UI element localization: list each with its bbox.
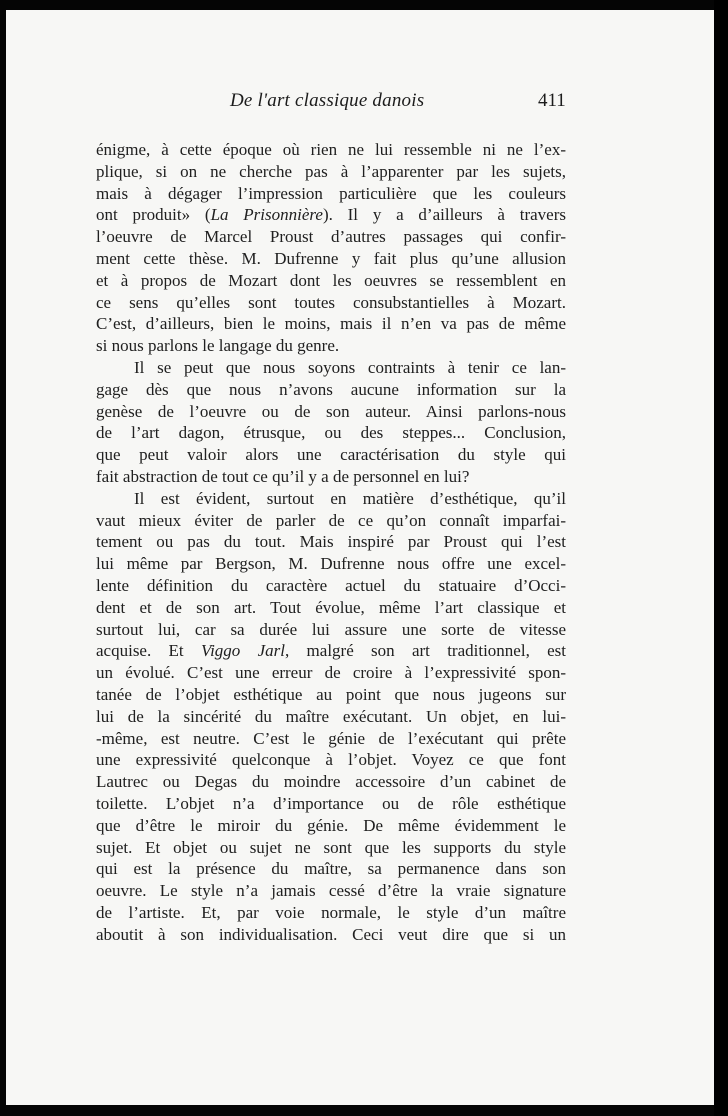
text-line: fait abstraction de tout ce qu’il y a de personnel en lui?	[96, 466, 470, 486]
page-header	[6, 90, 714, 120]
text-line: gage dès que nous n’avons aucune information sur la	[96, 379, 566, 399]
text-line: qui est la présence du maître, sa permanence dans son	[96, 859, 566, 879]
book-page	[6, 10, 714, 1105]
body-text	[96, 139, 566, 945]
text-line: et à propos de Mozart dont les oeuvres se ressemblent en	[96, 270, 566, 290]
text-line: lui même par Bergson, M. Dufrenne nous offre une excel-	[96, 554, 566, 574]
text-line: que peut valoir alors une caractérisation du style qui	[96, 445, 566, 465]
text-line: énigme, à cette époque où rien ne lui ressemble ni ne l’ex-	[96, 140, 566, 159]
text-line: ment cette thèse. M. Dufrenne y fait plus qu’une allusion	[96, 248, 566, 268]
text-line: un évolué. C’est une erreur de croire à l’expressivité spon-	[96, 663, 566, 683]
text-line: sujet. Et objet ou sujet ne sont que les supports du style	[96, 837, 566, 857]
text-line: genèse de l’oeuvre ou de son auteur. Ainsi parlons-nous	[96, 401, 566, 421]
text-line: ont produit» (La Prisonnière). Il y a d’ailleurs à travers	[96, 205, 566, 225]
text-line: Il est évident, surtout en matière d’esthétique, qu’il	[134, 488, 566, 508]
text-line: surtout lui, car sa durée lui assure une sorte de vitesse	[96, 619, 566, 639]
text-line: lente définition du caractère actuel du statuaire d’Occi-	[96, 575, 566, 595]
text-line: tanée de l’objet esthétique au point que nous jugeons sur	[96, 684, 566, 704]
text-line: de l’artiste. Et, par voie normale, le style d’un maître	[96, 902, 566, 922]
text-line: tement ou pas du tout. Mais inspiré par Proust qui l’est	[96, 532, 566, 552]
text-line: plique, si on ne cherche pas à l’apparenter par les sujets,	[96, 161, 566, 181]
text-line: acquise. Et Viggo Jarl, malgré son art traditionnel, est	[96, 641, 567, 661]
text-line: ce sens qu’elles sont toutes consubstantielles à Mozart.	[96, 292, 566, 312]
text-line: que d’être le miroir du génie. De même évidemment le	[96, 815, 566, 835]
text-line: C’est, d’ailleurs, bien le moins, mais il n’en va pas de même	[96, 314, 566, 334]
running-title: De l'art classique danois	[230, 90, 425, 111]
scan-border	[714, 0, 728, 1116]
text-line: aboutit à son individualisation. Ceci veut dire que si un	[96, 924, 566, 944]
page-number: 411	[538, 90, 566, 111]
italic-title: La Prisonnière	[210, 205, 323, 225]
text-line: Lautrec ou Degas du moindre accessoire d’un cabinet de	[96, 772, 566, 792]
text-line: lui de la sincérité du maître exécutant. Un objet, en lui-	[96, 706, 566, 726]
paragraph-3	[96, 488, 566, 946]
paragraph-2	[96, 357, 566, 488]
paragraph-1	[96, 139, 566, 357]
text-line: -même, est neutre. C’est le génie de l’exécutant qui prête	[96, 728, 566, 748]
text-line: vaut mieux éviter de parler de ce qu’on connaît imparfai-	[96, 510, 566, 530]
text-line: si nous parlons le langage du genre.	[96, 336, 340, 356]
text-line: Il se peut que nous soyons contraints à tenir ce lan-	[134, 357, 566, 377]
text-line: de l’art dagon, étrusque, ou des steppes... Conclusion,	[96, 423, 566, 443]
text-line: l’oeuvre de Marcel Proust d’autres passages qui confir-	[96, 227, 566, 247]
text-line: mais à dégager l’impression particulière que les couleurs	[96, 183, 566, 203]
text-line: dent et de son art. Tout évolue, même l’art classique et	[96, 597, 566, 617]
text-line: une expressivité quelconque à l’objet. Voyez ce que font	[96, 750, 566, 770]
text-line: oeuvre. Le style n’a jamais cessé d’être la vraie signature	[96, 881, 566, 901]
italic-title: Viggo Jarl	[200, 641, 285, 661]
text-line: toilette. L’objet n’a d’importance ou de rôle esthétique	[96, 793, 566, 813]
